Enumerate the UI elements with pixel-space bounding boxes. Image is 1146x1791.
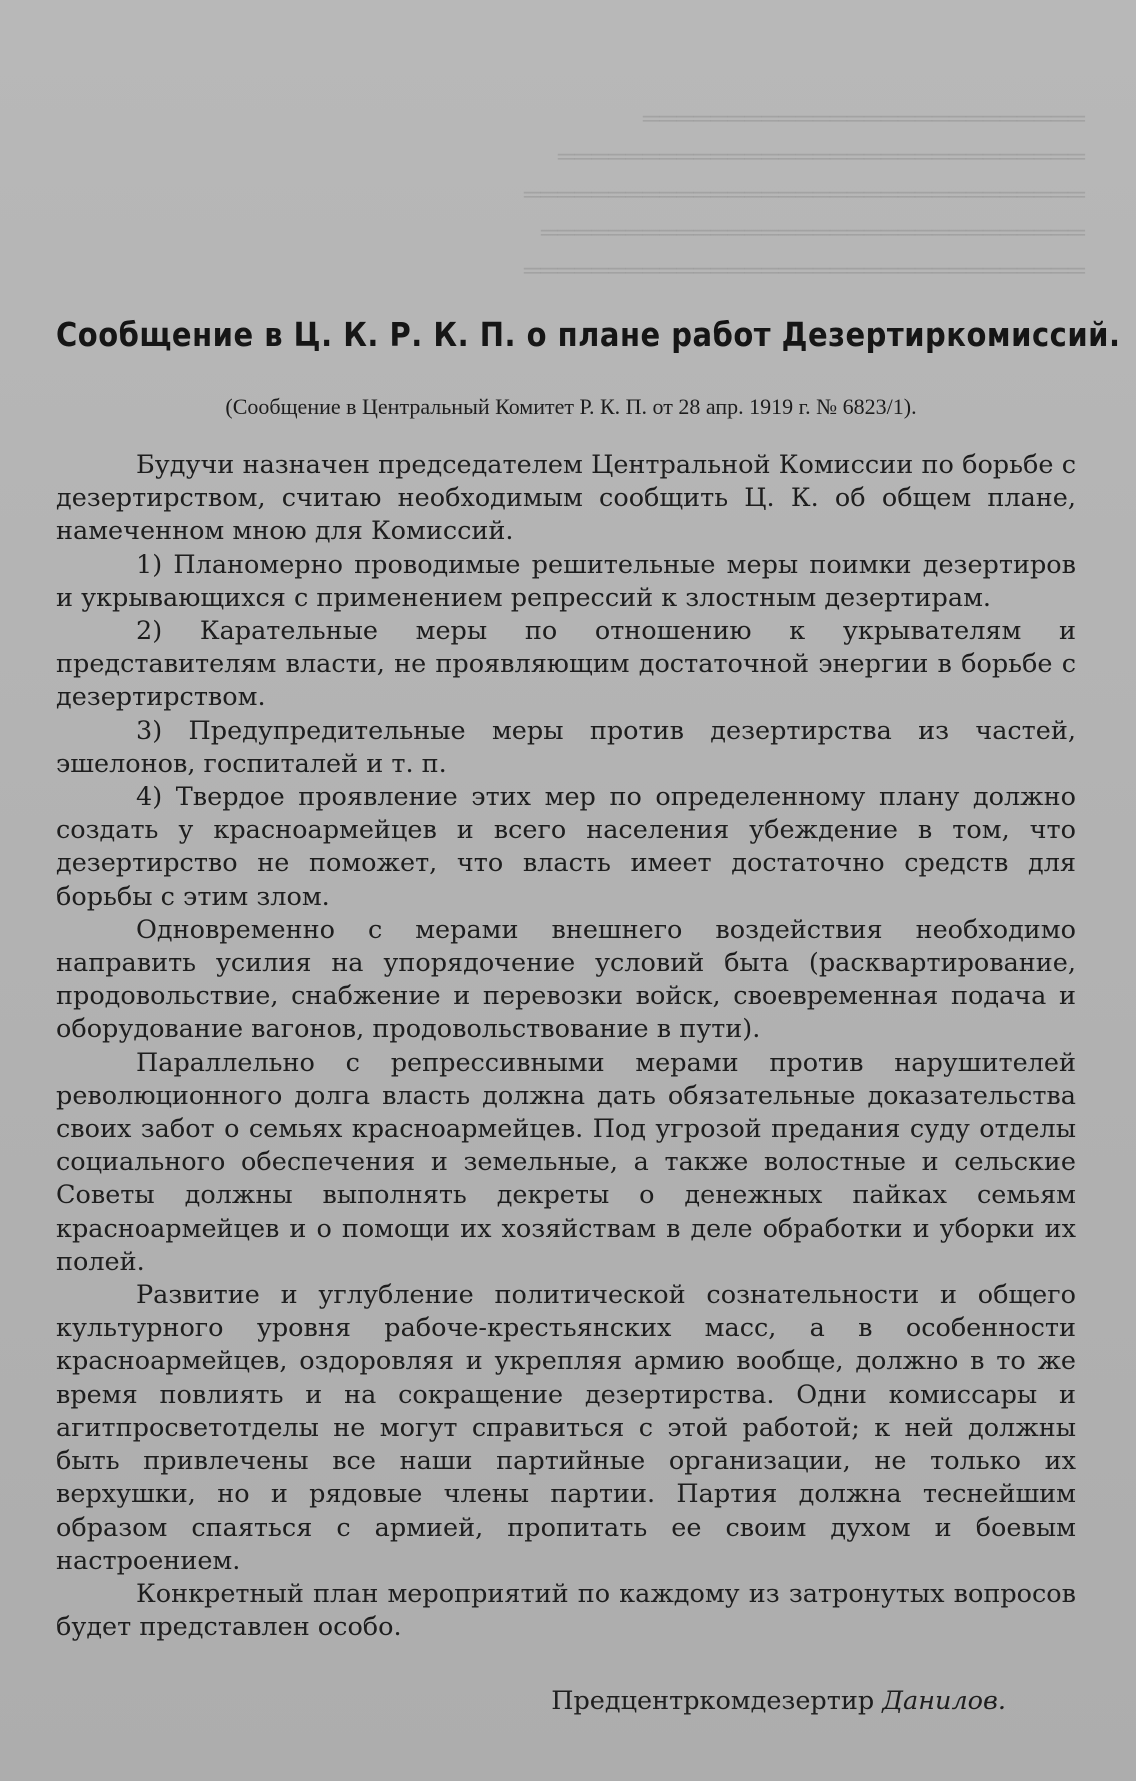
- paragraph: Одновременно с мерами внешнего воздействия необходимо направить усилия на упорядочение условий быта (расквартирование, продовольствие, снабжение и перевозки войск, своевременная подача и оборудование вагонов, продовольствование в пути).: [56, 914, 1076, 1045]
- paragraph: 3) Предупредительные меры против дезертирства из частей, эшелонов, госпиталей и т. п.: [56, 715, 1076, 779]
- paragraph: 4) Твердое проявление этих мер по определенному плану должно создать у красноармейцев и всего населения убеждение в том, что дезертирство не поможет, что власть имеет достаточно средств для борьбы с этим злом.: [56, 782, 1076, 912]
- paragraph: Будучи назначен председателем Центральной Комиссии по борьбе с дезертирством, считаю необходимым сообщить Ц. К. об общем плане, намеченном мною для Комиссий.: [56, 450, 1076, 547]
- paragraph: Развитие и углубление политической сознательности и общего культурного уровня рабоче-крестьянских масс, а в особенности красноармейцев, оздоровляя и укрепляя армию вообще, должно в то же время повлиять и на сокращение дезертирства. Одни комиссары и агитпросветотделы не могут справиться с этой работой; к ней должны быть привлечены все наши партийные организации, не только их верхушки, но и рядовые члены партии. Партия должна теснейшим образом спаяться с армией, пропитать ее своим духом и боевым настроением.: [56, 1280, 1076, 1576]
- paragraph: Параллельно с репрессивными мерами против нарушителей революционного долга власть должна дать обязательные доказательства своих забот о семьях красноармейцев. Под угрозой предания суду отделы социального обеспечения и земельные, а также волостные и сельские Советы должны выполнять декреты о денежных пайках семьям красноармейцев и о помощи их хозяйствам в деле обработки и уборки их полей.: [56, 1047, 1076, 1277]
- document-title: Сообщение в Ц. К. Р. К. П. о плане работ Дезертиркомиссий.: [56, 315, 1121, 355]
- paragraph: 1) Планомерно проводимые решительные меры поимки дезертиров и укрывающихся с применением репрессий к злостным дезертирам.: [56, 549, 1076, 613]
- signature-position: Предцентркомдезертир: [551, 1686, 875, 1716]
- paragraph: Конкретный план мероприятий по каждому из затронутых вопросов будет представлен особо.: [56, 1578, 1076, 1643]
- signature: [56, 1686, 1006, 1716]
- document-body: [56, 449, 1076, 1644]
- document-subtitle: (Сообщение в Центральный Комитет Р. К. П. от 28 апр. 1919 г. № 6823/1).: [225, 394, 917, 419]
- paragraph: 2) Карательные меры по отношению к укрывателям и представителям власти, не проявляющим достаточной энергии в борьбе с дезертирством.: [56, 616, 1076, 713]
- bleed-through-texture: ══════════════════════════ ═══════════════════════════════ ═════════════════════════════════ ════════════════════════════════ ═════════════════════════════════: [523, 106, 1085, 284]
- signature-name: Данилов.: [882, 1686, 1006, 1716]
